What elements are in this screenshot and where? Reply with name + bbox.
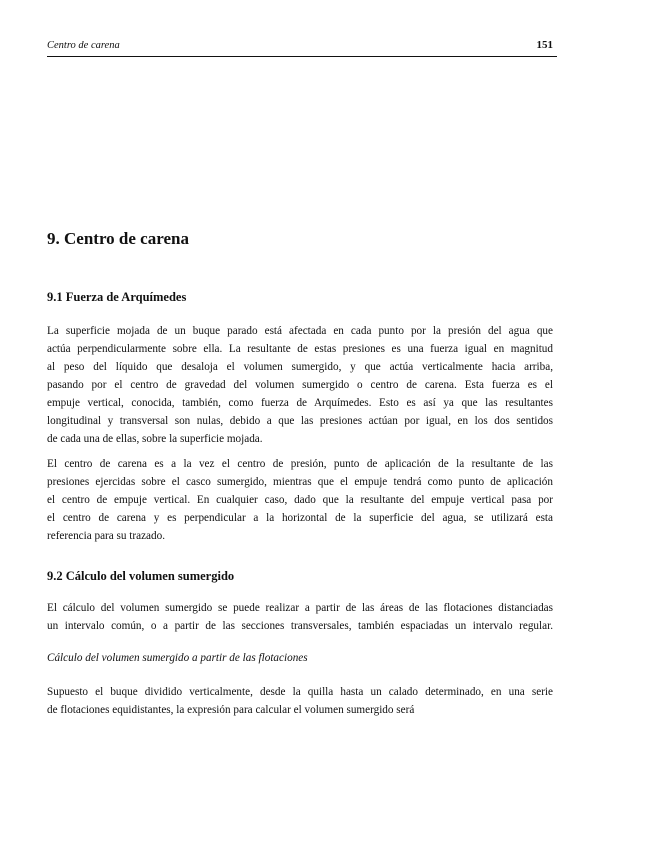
paragraph (47, 322, 553, 448)
text-line: El cálculo del volumen sumergido se puede realizar a partir de las áreas de las flotaciones distanciadas (47, 602, 553, 614)
paragraph (47, 455, 553, 545)
page-header (47, 40, 553, 54)
page-number: 151 (536, 39, 553, 51)
section-heading-9-2: 9.2 Cálculo del volumen sumergido (47, 569, 235, 583)
text-line: un intervalo común, o a partir de las secciones transversales, también espaciadas un intervalo regular. (47, 620, 553, 632)
text-line: de cada una de ellas, sobre la superficie mojada. (47, 433, 263, 445)
text-line: presiones ejercidas sobre el casco sumergido, mientras que el empuje tendrá como punto de aplicación (47, 476, 553, 488)
header-rule (47, 56, 557, 57)
text-line: La superficie mojada de un buque parado está afectada en cada punto por la presión del agua que (47, 325, 553, 337)
text-line: Supuesto el buque dividido verticalmente, desde la quilla hasta un calado determinado, en una serie (47, 686, 553, 698)
text-line: longitudinal y transversal son nulas, debido a que las presiones actúan por igual, en los dos sentidos (47, 415, 553, 427)
chapter-title: 9. Centro de carena (47, 229, 189, 248)
text-line: referencia para su trazado. (47, 530, 166, 542)
paragraph (47, 683, 553, 719)
text-line: el centro de empuje vertical. En cualquier caso, dado que la resultante del empuje vertical pasa por (47, 494, 553, 506)
running-title: Centro de carena (47, 40, 120, 51)
subheading: Cálculo del volumen sumergido a partir de las flotaciones (47, 652, 308, 664)
text-line: actúa perpendicularmente sobre ella. La resultante de estas presiones es una fuerza igual en magnitud (47, 343, 553, 355)
text-line: el centro de carena y es perpendicular a la horizontal de la superficie del agua, se utilizará esta (47, 512, 553, 524)
text-line: El centro de carena es a la vez el centro de presión, punto de aplicación de la resultante de las (47, 458, 553, 470)
section-heading-9-1: 9.1 Fuerza de Arquímedes (47, 290, 187, 304)
text-line: de flotaciones equidistantes, la expresión para calcular el volumen sumergido será (47, 704, 415, 716)
paragraph (47, 599, 553, 635)
text-line: al peso del líquido que desaloja el volumen sumergido, y que actúa verticalmente hacia arriba, (47, 361, 553, 373)
text-line: empuje vertical, conocida, también, como fuerza de Arquímedes. Esto es así ya que las resultantes (47, 397, 553, 409)
text-line: pasando por el centro de gravedad del volumen sumergido o centro de carena. Esta fuerza es el (47, 379, 553, 391)
